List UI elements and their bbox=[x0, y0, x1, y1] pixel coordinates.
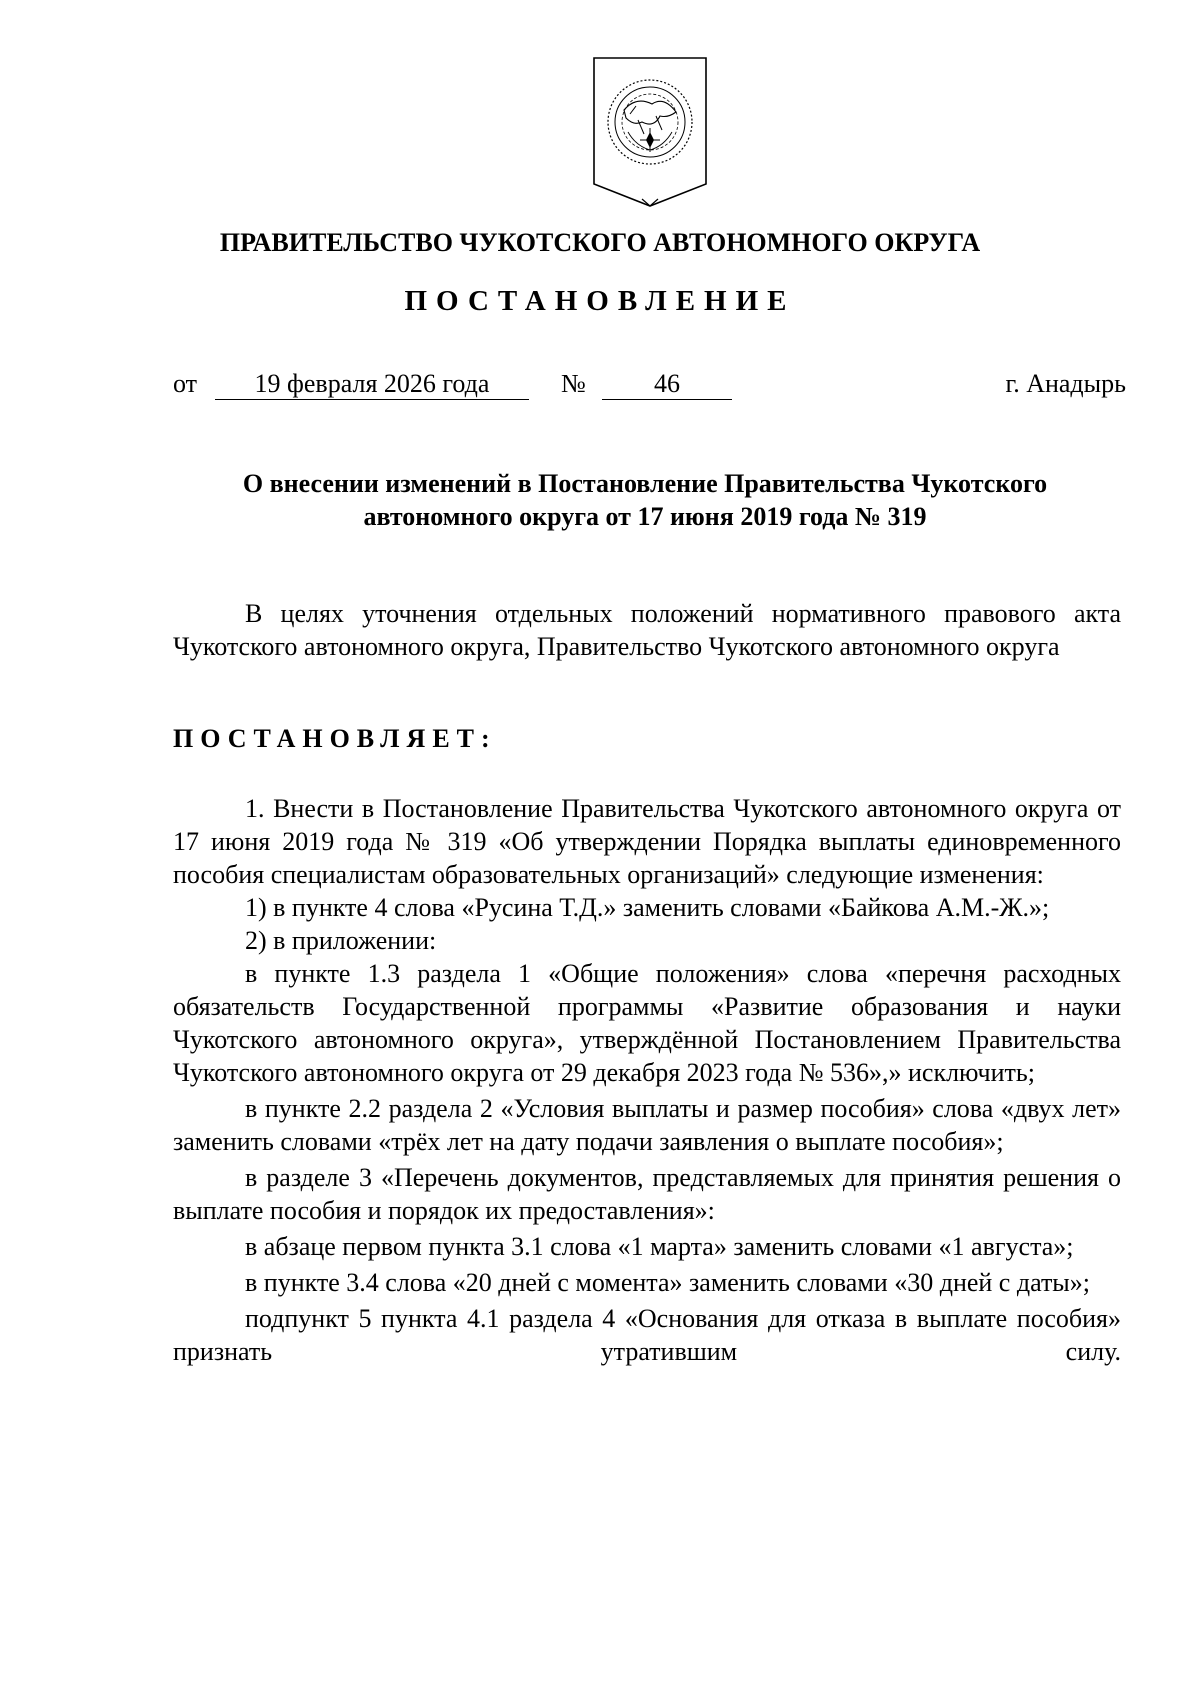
resolution-items bbox=[173, 792, 1121, 1368]
paragraph-4: в пункте 1.3 раздела 1 «Общие положения» слова «перечня расходных обязательств Государственной программы «Развитие образования и науки Чукотского автономного округа», утверждённой Постановлением Правительства Чукотского автономного округа от 29 декабря 2023 года № 536»,» исключить; bbox=[173, 959, 1121, 1087]
chukotka-coat-of-arms-icon bbox=[590, 56, 710, 208]
subject-line-2: автономного округа от 17 июня 2019 года № 319 bbox=[363, 502, 927, 531]
paragraph-1: 1. Внести в Постановление Правительства Чукотского автономного округа от 17 июня 2019 года № 319 «Об утверждении Порядка выплаты единовременного пособия специалистам образовательных организаций» следующие изменения: bbox=[173, 794, 1121, 889]
date-label: от bbox=[173, 369, 198, 398]
preamble bbox=[173, 597, 1121, 663]
document-number: 46 bbox=[602, 369, 732, 400]
document-type: ПОСТАНОВЛЕНИЕ bbox=[404, 285, 796, 317]
resolves-heading: ПОСТАНОВЛЯЕТ: bbox=[173, 724, 497, 753]
paragraph-5: в пункте 2.2 раздела 2 «Условия выплаты и размер пособия» слова «двух лет» заменить словами «трёх лет на дату подачи заявления о выплате пособия»; bbox=[173, 1094, 1121, 1156]
city: г. Анадырь bbox=[1005, 369, 1126, 398]
subject-line-1: О внесении изменений в Постановление Правительства Чукотского bbox=[242, 469, 1048, 498]
paragraph-3: 2) в приложении: bbox=[245, 926, 437, 955]
paragraph-7: в абзаце первом пункта 3.1 слова «1 марта» заменить словами «1 августа»; bbox=[245, 1232, 1074, 1261]
document-date: 19 февраля 2026 года bbox=[215, 369, 529, 400]
paragraph-2: 1) в пункте 4 слова «Русина Т.Д.» заменить словами «Байкова А.М.-Ж.»; bbox=[245, 893, 1050, 922]
paragraph-6: в разделе 3 «Перечень документов, представляемых для принятия решения о выплате пособия и порядок их предоставления»: bbox=[173, 1163, 1121, 1225]
paragraph-8: в пункте 3.4 слова «20 дней с момента» заменить словами «30 дней с даты»; bbox=[245, 1268, 1090, 1297]
number-label: № bbox=[561, 369, 586, 398]
government-title: ПРАВИТЕЛЬСТВО ЧУКОТСКОГО АВТОНОМНОГО ОКРУГА bbox=[219, 228, 981, 257]
document-subject bbox=[0, 467, 1200, 533]
preamble-text: В целях уточнения отдельных положений нормативного правового акта Чукотского автономного округа, Правительство Чукотского автономного округа bbox=[173, 599, 1121, 661]
paragraph-9: подпункт 5 пункта 4.1 раздела 4 «Основания для отказа в выплате пособия» признать утратившим силу. bbox=[173, 1304, 1121, 1366]
